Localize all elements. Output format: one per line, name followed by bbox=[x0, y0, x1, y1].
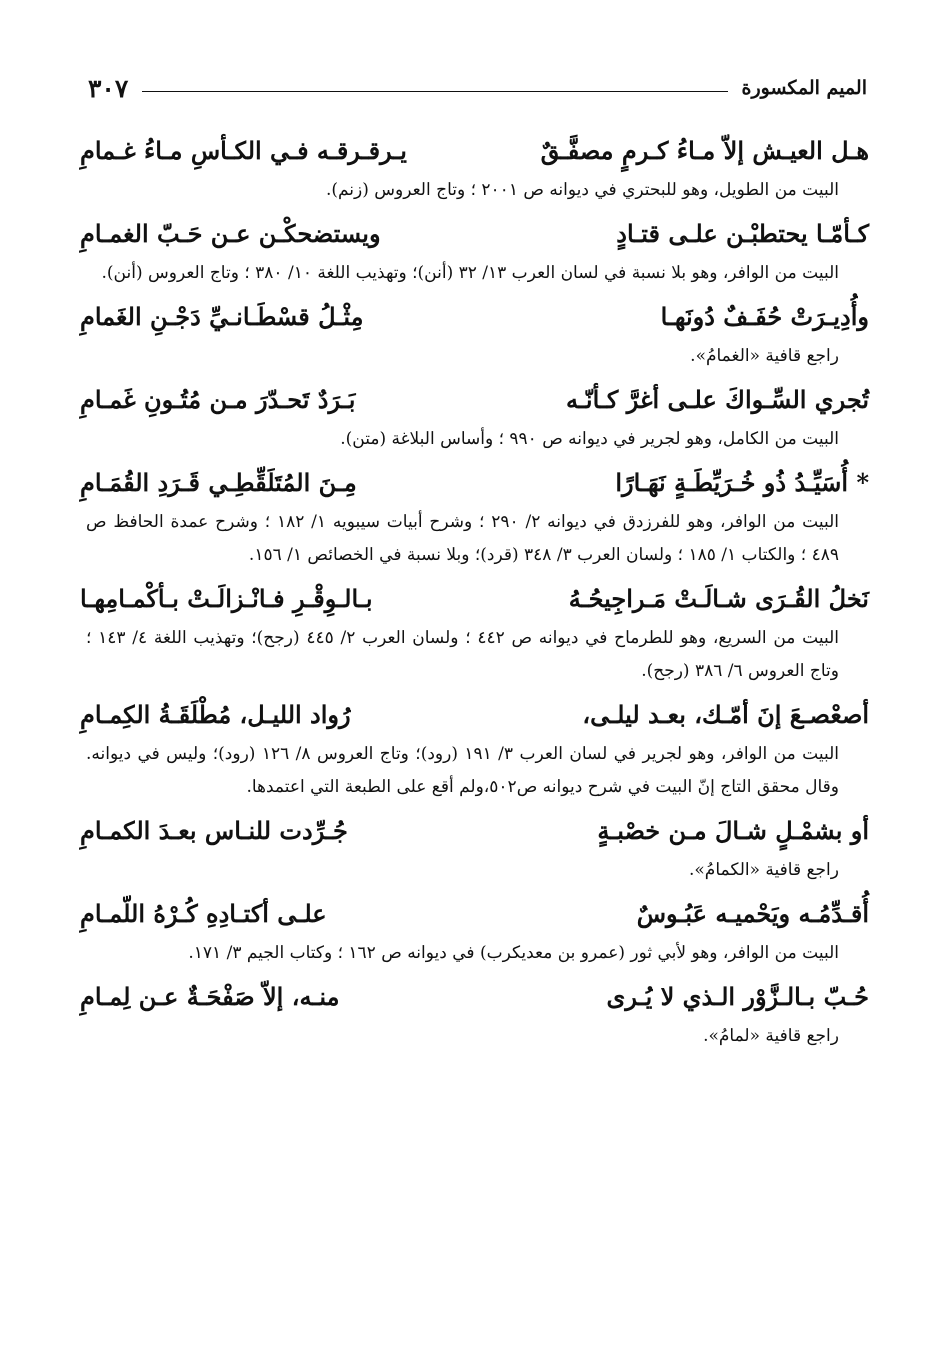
verse-second-hemistich: يـرقـرقـه فـي الكـأسِ مـاءُ غـمامِ bbox=[80, 136, 407, 165]
source-note: البيت من الوافر، وهو بلا نسبة في لسان العرب ١٣/ ٣٢ (أنن)؛ وتهذيب اللغة ١٠/ ٣٨٠ ؛ وتاج العروس (أنن). bbox=[101, 263, 839, 283]
entry-1 bbox=[80, 128, 869, 207]
verse-first-hemistich: كـأمّـا يحتطبْـن علـى قتـادٍ bbox=[616, 219, 869, 248]
entry-9 bbox=[80, 891, 869, 970]
entries bbox=[80, 124, 869, 1053]
verse-first-hemistich: أصعْصـعَ إنَ أمّـك، بعـد ليلـى، bbox=[582, 700, 869, 729]
verse-second-hemistich: علـى أكتـادِهِ كُـرْهُ اللّمـامِ bbox=[80, 899, 327, 928]
source-note: البيت من الوافر، وهو لجرير في لسان العرب ٣/ ١٩١ (رود)؛ وتاج العروس ٨/ ١٢٦ (رود)؛ وليس في ديوانه. وقال محقق التاج إنّ البيت في شرح ديوانه ص٥٠٢،ولم أقع على الطبعة التي اعتمدها. bbox=[86, 744, 839, 797]
source-note: راجع قافية «الكمامُ». bbox=[688, 860, 839, 880]
verse-second-hemistich: جُـرِّدت للنـاس بعـدَ الكمـامِ bbox=[80, 816, 348, 845]
verse-first-hemistich: نَخلُ القُـرَى شـالَـتْ مَـراجِيحُـهُ bbox=[568, 584, 869, 613]
verse-first-hemistich: أُقـدِّمُـه ويَحْميـه عَبُـوسٌ bbox=[636, 899, 869, 928]
entry-10 bbox=[80, 974, 869, 1053]
verse bbox=[80, 576, 869, 622]
verse bbox=[80, 808, 869, 854]
verse-first-hemistich: * أُسَيِّـدُ ذُو خُـرَيِّطَـةٍ نَهَـارًا bbox=[615, 468, 869, 497]
source-note: البيت من الطويل، وهو للبحتري في ديوانه ص ٢٠٠١ ؛ وتاج العروس (زنم). bbox=[325, 180, 839, 200]
verse bbox=[80, 974, 869, 1020]
verse-second-hemistich: مِـنَ المُتَلَقِّطِـي قَـرَدِ القُمَـامِ bbox=[80, 468, 357, 497]
verse-second-hemistich: بـالـوِقْـرِ فـانْـزالَـتْ بـأكْمـامِهـا bbox=[80, 584, 373, 613]
entry-3 bbox=[80, 294, 869, 373]
verse bbox=[80, 211, 869, 257]
verse-second-hemistich: بَـرَدٌ تَحـدّرَ مـن مُتُـونِ غَمـامِ bbox=[80, 385, 356, 414]
verse-second-hemistich: رُواد الليـل، مُطْلَقَـةُ الكِمـامِ bbox=[80, 700, 351, 729]
running-header bbox=[88, 70, 867, 106]
entry-7 bbox=[80, 692, 869, 804]
verse-first-hemistich: أو بشمْـلٍ شـالَ مـن خصْبـةٍ bbox=[597, 816, 869, 845]
source-note: البيت من السريع، وهو للطرماح في ديوانه ص ٤٤٢ ؛ ولسان العرب ٢/ ٤٤٥ (رجح)؛ وتهذيب اللغة ٤/ ١٤٣ ؛ وتاج العروس ٦/ ٣٨٦ (رجح). bbox=[86, 628, 839, 681]
source-note: البيت من الوافر، وهو للفرزدق في ديوانه ٢/ ٢٩٠ ؛ وشرح أبيات سيبويه ١/ ١٨٢ ؛ وشرح عمدة الحافظ ص ٤٨٩ ؛ والكتاب ١/ ١٨٥ ؛ ولسان العرب ٣/ ٣٤٨ (قرد)؛ وبلا نسبة في الخصائص ١/ ١٥٦. bbox=[86, 512, 839, 565]
verse-second-hemistich: مِثْـلُ قسْطَـانـيِّ دَجْـنِ الغَمامِ bbox=[80, 302, 364, 331]
verse-first-hemistich: حُـبّ بـالـزَّوْر الـذي لا يُـرى bbox=[606, 982, 869, 1011]
verse bbox=[80, 377, 869, 423]
verse-first-hemistich: تُجري السِّـواكَ علـى أغرَّ كـأنّـه bbox=[566, 385, 869, 414]
source-note: البيت من الكامل، وهو لجرير في ديوانه ص ٩٩٠ ؛ وأساس البلاغة (متن). bbox=[340, 429, 839, 449]
verse bbox=[80, 692, 869, 738]
source-note: راجع قافية «لمامُ». bbox=[703, 1026, 839, 1046]
entry-6 bbox=[80, 576, 869, 688]
entry-4 bbox=[80, 377, 869, 456]
chapter-title: الميم المكسورة bbox=[741, 77, 867, 99]
verse bbox=[80, 891, 869, 937]
source-note: راجع قافية «الغمامُ». bbox=[690, 346, 839, 366]
header-rule bbox=[142, 91, 727, 92]
verse-first-hemistich: وأُدِيـرَتْ حُفَـفٌ دُونَهـا bbox=[660, 302, 869, 331]
verse-first-hemistich: هـل العيـش إلاّ مـاءُ كـرمٍ مصفَّـقٌ bbox=[540, 136, 869, 165]
verse-second-hemistich: منـه، إلاّ صَفْحَـةٌ عـن لِمـامِ bbox=[80, 982, 340, 1011]
verse bbox=[80, 294, 869, 340]
page-number: ٣٠٧ bbox=[88, 73, 129, 103]
verse-second-hemistich: ويستضحكْـن عـن حَـبّ الغمـامِ bbox=[80, 219, 381, 248]
entry-2 bbox=[80, 211, 869, 290]
verse bbox=[80, 460, 869, 506]
verse bbox=[80, 128, 869, 174]
entry-8 bbox=[80, 808, 869, 887]
entry-5 bbox=[80, 460, 869, 572]
source-note: البيت من الوافر، وهو لأبي ثور (عمرو بن معديكرب) في ديوانه ص ١٦٢ ؛ وكتاب الجيم ٣/ ١٧١. bbox=[188, 943, 839, 963]
